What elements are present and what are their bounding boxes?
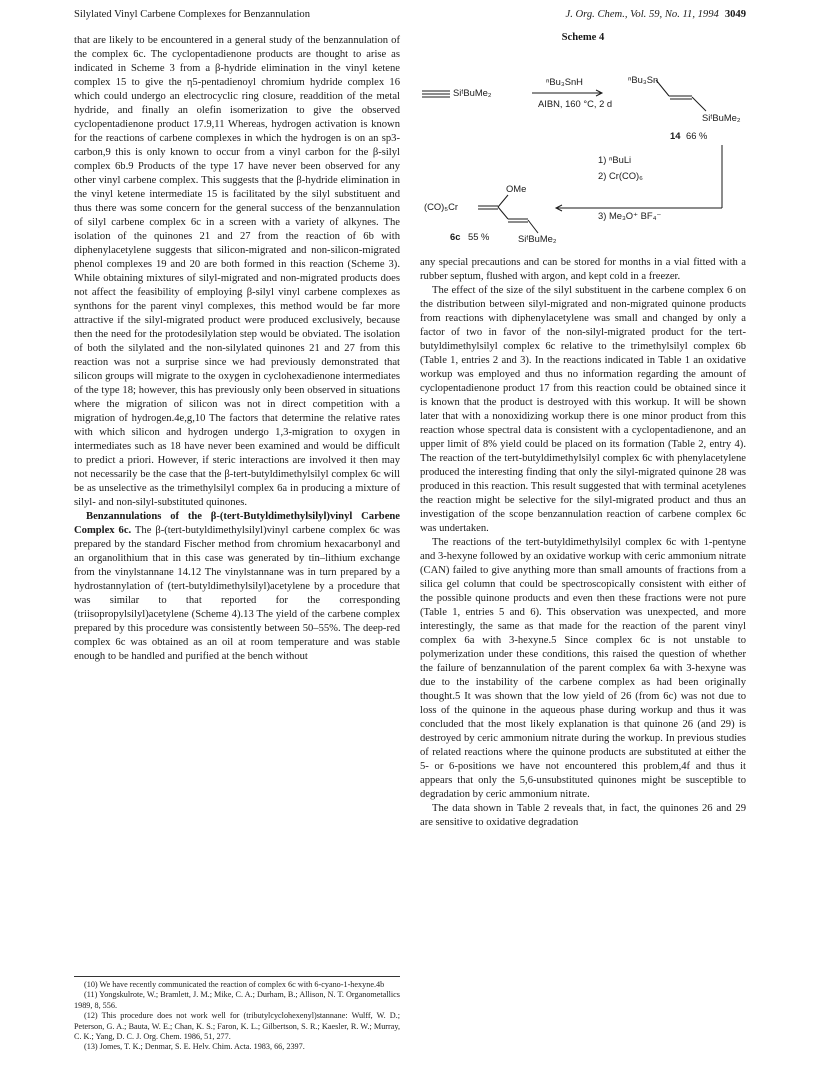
scheme-4 xyxy=(420,32,746,250)
step-1-buli: 1) ⁿBuLi xyxy=(598,154,632,165)
body-paragraph: The reactions of the tert-butyldimethylsilyl complex 6c with 1-pentyne and 3-hexyne followed by an oxidative workup with ceric ammonium nitrate (CAN) failed to give anything more than small amounts of fractions from a silica gel column that could be spectroscopically consistent with either of the possible quinone products and even then these fractions were not pure (Table 1, entries 5 and 6). This observation was unexpected, and more interestingly, the same as that made for the reaction of the parent vinyl complex 6a with 3-hexyne.5 Since complex 6c is not unstable to polymerization under these conditions, this raised the question of whether the failure of benzannulation of the parent complex 6a with 3-hexyne was due to the instability of the carbene complex as had been originally thought.5 It was shown that the low yield of 26 (from 6c) was not due to loss of the quinone in the aqueous phase during workup and thus it was concluded that the most likely explanation is that quinone 26 (and 29) is destroyed by ceric ammonium nitrate during the workup. In previous studies of related reactions where the quinone products are substituted at either the 5- or 6-positions we have not encountered this problem,4f and thus it appears that only the 5,6-unsubstituted quinones might be susceptible to degradation by ceric ammonium nitrate. xyxy=(420,537,746,800)
section-text: The β-(tert-butyldimethylsilyl)vinyl carbene complex 6c was prepared by the standard Fischer method from chromium hexacarbonyl and an organolithium that in this case was generated by tin–lithium exchange from the vinylstannane 14.12 The vinylstannane was in turn prepared by a hydrostannylation of (tert-butyldimethylsilyl)acetylene by a procedure that was similar to that reported for the corresponding (triisopropylsilyl)acetylene (Scheme 4).13 The yield of the carbene complex prepared by this procedure was consistently between 50–55%. The deep-red complex 6c was obtained as an oil at room temperature and was stable enough to be handled and purified at the bench without xyxy=(74,525,400,662)
footnote: (12) This procedure does not work well for (tributylcyclohexenyl)stannane: Wulff, W. D.; Peterson, G. A.; Bauta, W. E.; Chan, K. S.; Faron, K. L.; Gilbertson, S. R.; Kaesler, R. W.; Murray, C. K.; Yang, D. C. J. Org. Chem. 1986, 51, 277. xyxy=(74,1011,400,1042)
journal-name: J. Org. Chem., Vol. 59, No. 11, 1994 xyxy=(565,9,719,20)
footnote: (11) Yongskulrote, W.; Bramlett, J. M.; Mike, C. A.; Durham, B.; Allison, N. T. Organometallics 1989, 8, 556. xyxy=(74,990,400,1010)
stannane-silyl-label: SiᵗBuMe₂ xyxy=(702,112,741,123)
compound-14-yield: 66 % xyxy=(686,130,708,141)
compound-14-label: 14 xyxy=(670,130,681,141)
scheme-bonds xyxy=(420,32,746,250)
body-paragraph: that are likely to be encountered in a general study of the benzannulation of the complex 6c. The cyclopentadienone products are thought to arise as indicated in Scheme 3 from a β-hydride elimination in the vinyl ketene complex 15 to give the η5-pentadienoyl chromium hydride complex 16 which could undergo an electrocyclic ring closure, readdition of the metal hydride, and finally an olefin isomerization to give the observed cyclopentadienone product 17.9,11 Whereas, hydrogen activation is known for the reactions of carbene complexes in which the hydrogen is on an sp3-carbon,9 this is only known to occur from a vinyl carbon for the β-silyl complex 6b.9 Products of the type 17 have never been observed for any other vinyl carbene complex. This suggests that the β-hydride elimination in the vinyl ketene intermediate 15 is facilitated by the silyl substituent and thus there was some concern for the general success of the benzannulation of silyl carbene complex 6c in a screen with a variety of alkynes. The isolation of the quinones 21 and 27 from the reaction of 6b with diphenylacetylene suggests that silicon-migrated and non-silicon-migrated phenol complexes 19 and 20 are both formed in this reaction (Scheme 3). While obtaining mixtures of silyl-migrated and non-migrated products does not affect the feasibility of employing β-silyl vinyl carbene complexes as synthons for the parent vinyl complexes, this method would be far more attractive if the silyl-migrated product were produced exclusively, because then the need for the protodesilylation step would be obviated. The isolation of both the silylated and the non-silylated quinones 21 and 27 from this reaction was not a surprise since we had previously demonstrated that silicon groups will migrate to the oxygen in cyclohexadienone intermediates of the type 18; however, this has previously only been observed in situations where the migration of silicon was not in direct competition with a migration of hydrogen.4e,g,10 The factors that determine the relative rates with which silicon and hydrogen undergo 1,3-migration to oxygen in intermediates such as 18 have never been examined and would be difficult to predict a priori. However, if steric interactions are involved it then may not necessarily be the case that the β-tert-butyldimethylsilyl complex 6c will be as unselective as the trimethylsilyl complex 6a in producing a mixture of silyl- and non-silyl-substituted quinones. xyxy=(74,35,400,508)
compound-6c-label: 6c xyxy=(450,231,461,242)
body-paragraph: The effect of the size of the silyl substituent in the carbene complex 6 on the distribution between silyl-migrated and non-migrated quinone products from reactions with diphenylacetylene was small and changed by only a factor of two in favor of the non-silyl-migrated product for the tert-butyldimethylsilyl complex 6c relative to the trimethylsilyl complex 6b (Table 1, entries 2 and 3). In the reactions indicated in Table 1 an oxidative workup was employed and thus no information regarding the amount of cyclopentadienone product 17 from this reaction could be obtained since it is known that the product is destroyed with this workup. It will be shown later that with a nonoxidizing workup there is one minor product from this reaction whose spectral data is consistent with a cyclopentadienone, and an upper limit of 8% yield could be placed on its formation (Table 2, entry 4). The reaction of the tert-butyldimethylsilyl complex 6c with phenylacetylene produced the interesting finding that only the silyl-migrated quinone 28 was produced in this reaction. This result suggested that with terminal acetylenes the reaction might be selective for the silyl-migrated product and thus an investigation of the scope benzannulation reaction of carbene complex 6c was undertaken. xyxy=(420,285,746,534)
right-column xyxy=(420,256,746,830)
footnotes xyxy=(74,976,400,1053)
carbene-chromium-label: (CO)₅Cr xyxy=(424,201,458,212)
footnote: (13) Jomes, T. K.; Denmar, S. E. Helv. Chim. Acta. 1983, 66, 2397. xyxy=(84,1042,305,1052)
body-paragraph: any special precautions and can be stored for months in a vial fitted with a rubber septum, flushed with argon, and kept cold in a freezer. xyxy=(420,257,746,282)
carbene-methoxy-label: OMe xyxy=(506,183,527,194)
footnote: (10) We have recently communicated the reaction of complex 6c with 6-cyano-1-hexyne.4b xyxy=(84,980,385,989)
running-title: Silylated Vinyl Carbene Complexes for Benzannulation xyxy=(74,9,311,20)
reagent-tin-hydride: ⁿBu₃SnH xyxy=(546,76,583,87)
alkyne-silyl-label: SiᵗBuMe₂ xyxy=(453,87,492,98)
compound-6c-yield: 55 % xyxy=(468,231,490,242)
page-number: 3049 xyxy=(724,9,746,20)
vinyl-bond xyxy=(528,220,538,233)
reagent-conditions: AIBN, 160 °C, 2 d xyxy=(538,98,613,109)
journal-citation xyxy=(566,9,747,20)
body-paragraph: The data shown in Table 2 reveals that, in fact, the quinones 26 and 29 are sensitive to oxidative degradation xyxy=(420,803,746,828)
carbene-silyl-label: SiᵗBuMe₂ xyxy=(518,233,557,244)
scheme-title: Scheme 4 xyxy=(561,32,605,43)
left-column xyxy=(74,34,400,664)
running-header xyxy=(74,9,746,25)
vinyl-bond xyxy=(692,97,706,111)
stannane-tin-label: ⁿBu₃Sn xyxy=(628,74,659,85)
methoxy-bond xyxy=(498,195,508,207)
step-3-meerwein: 3) Me₃O⁺ BF₄⁻ xyxy=(598,210,662,221)
section-paragraph xyxy=(74,510,400,664)
section-heading: Benzannulations of the β-(tert-Butyldimethylsilyl)vinyl Carbene Complex 6c. xyxy=(74,511,400,536)
footnote-rule xyxy=(74,976,400,977)
vinyl-bond xyxy=(498,207,508,219)
step-2-chromium: 2) Cr(CO)₆ xyxy=(598,170,643,181)
